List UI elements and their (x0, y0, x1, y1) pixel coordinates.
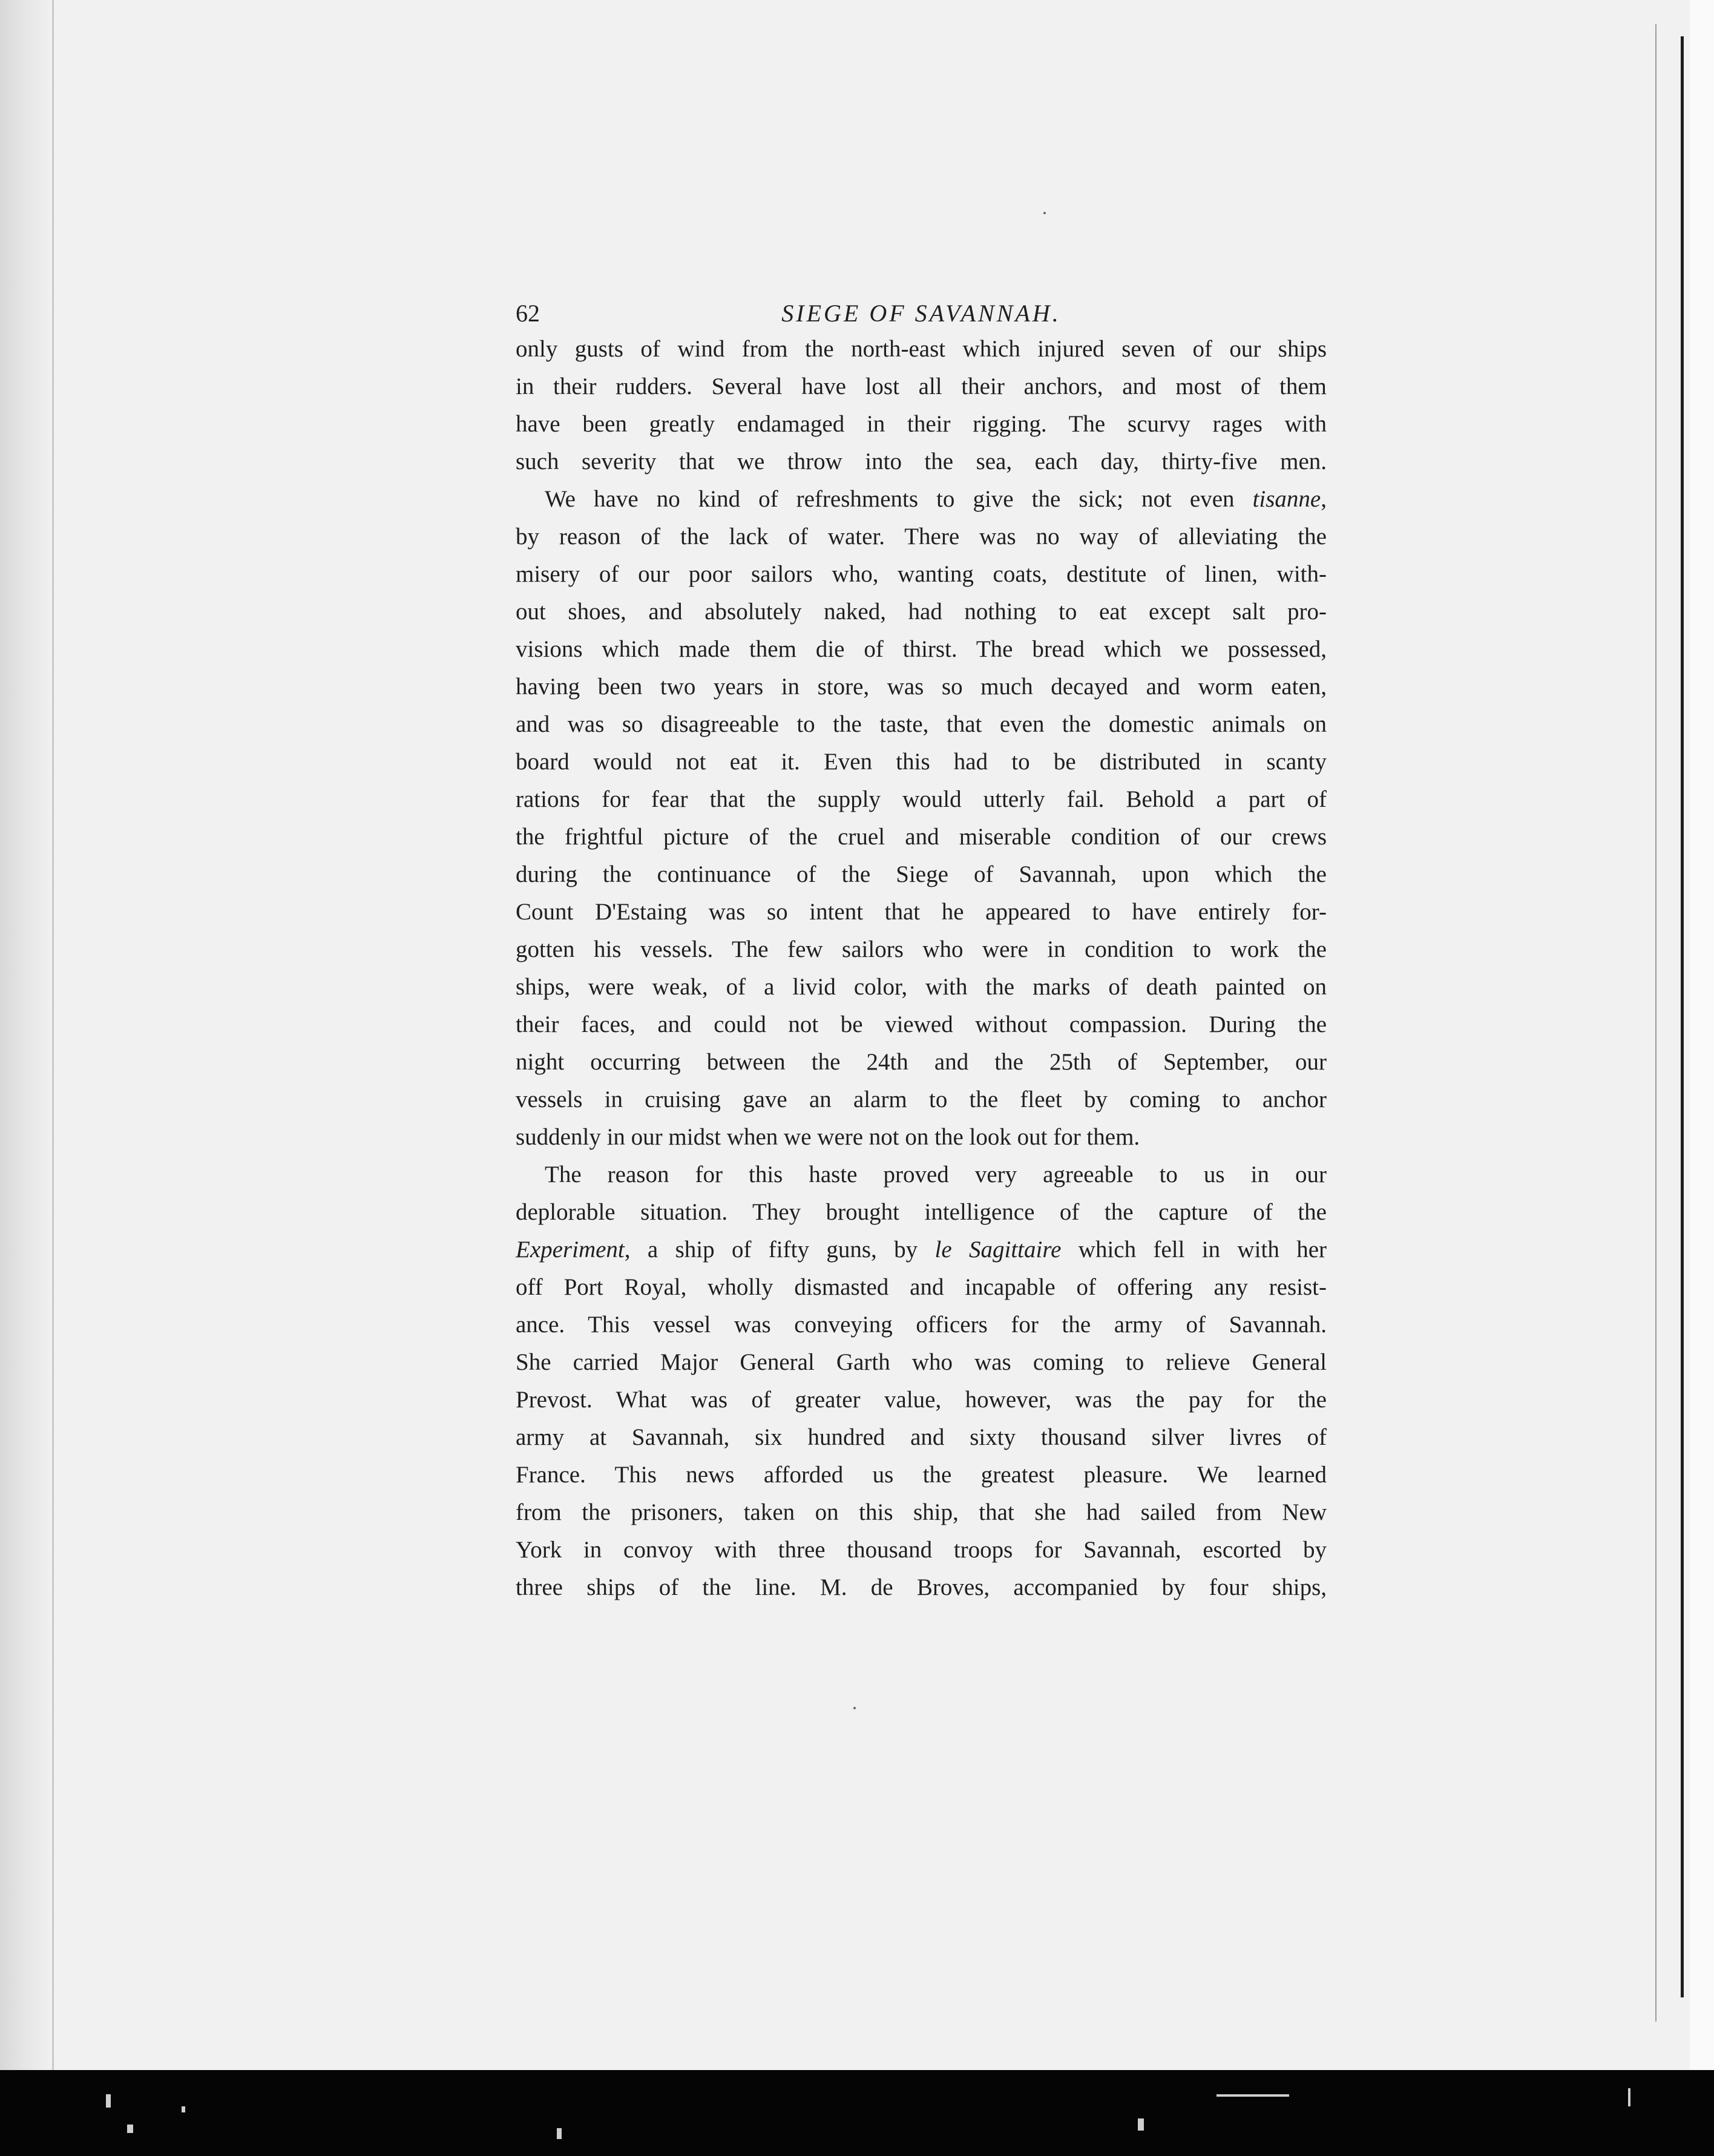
text-segment: such severity that we throw into the sea, each day, thirty-five men. (516, 449, 1327, 475)
text-segment: Count D'Estaing was so intent that he appeared to have entirely for- (516, 899, 1327, 925)
scan-artifact (1138, 2118, 1144, 2131)
text-segment: only gusts of wind from the north-east which injured seven of our ships (516, 336, 1327, 362)
italic-text: le Sagittaire (934, 1237, 1062, 1263)
text-segment: off Port Royal, wholly dismasted and incapable of offering any resist- (516, 1274, 1327, 1300)
text-segment: She carried Major General Garth who was coming to relieve General (516, 1349, 1327, 1375)
text-segment: vessels in cruising gave an alarm to the fleet by coming to anchor (516, 1086, 1327, 1113)
text-segment: York in convoy with three thousand troops for Savannah, escorted by (516, 1537, 1327, 1563)
text-segment: from the prisoners, taken on this ship, that she had sailed from New (516, 1499, 1327, 1525)
text-line (516, 893, 1327, 931)
right-page-edge-line (1681, 36, 1684, 1997)
text-segment: which fell in with her (1061, 1237, 1327, 1263)
page-number: 62 (516, 300, 540, 327)
scan-artifact (1628, 2088, 1630, 2106)
text-line (516, 931, 1327, 968)
text-segment: three ships of the line. M. de Broves, accompanied by four ships, (516, 1574, 1327, 1600)
text-line (516, 556, 1327, 593)
text-line (516, 1531, 1327, 1569)
text-line (516, 1231, 1327, 1269)
text-line (516, 368, 1327, 406)
text-line (516, 1006, 1327, 1043)
text-line (516, 1119, 1327, 1156)
italic-text: Experiment (516, 1237, 625, 1263)
text-segment: gotten his vessels. The few sailors who were in condition to work the (516, 936, 1327, 962)
text-segment: night occurring between the 24th and the 25th of September, our (516, 1049, 1327, 1075)
text-segment: their faces, and could not be viewed without compassion. During the (516, 1011, 1327, 1037)
text-line (516, 856, 1327, 893)
binding-edge-line (52, 0, 54, 2070)
text-line (516, 1494, 1327, 1531)
text-segment: We have no kind of refreshments to give the sick; not even (545, 486, 1253, 512)
running-title: SIEGE OF SAVANNAH. (781, 300, 1061, 327)
dust-speck (853, 1707, 856, 1709)
text-segment: deplorable situation. They brought intelligence of the capture of the (516, 1199, 1327, 1225)
text-segment: ships, were weak, of a livid color, with the marks of death painted on (516, 974, 1327, 1000)
italic-text: tisanne (1252, 486, 1321, 512)
text-segment: during the continuance of the Siege of Savannah, upon which the (516, 861, 1327, 887)
text-line (516, 743, 1327, 781)
binding-edge-shadow (0, 0, 50, 2070)
text-line (516, 1194, 1327, 1231)
text-segment: France. This news afforded us the greatest pleasure. We learned (516, 1462, 1327, 1488)
right-page-edge (1690, 0, 1714, 2070)
text-segment: suddenly in our midst when we were not on the look out for them. (516, 1124, 1140, 1150)
text-line (516, 593, 1327, 631)
text-segment: the frightful picture of the cruel and miserable condition of our crews (516, 824, 1327, 850)
text-segment: rations for fear that the supply would utterly fail. Behold a part of (516, 786, 1327, 812)
text-segment: visions which made them die of thirst. The bread which we possessed, (516, 636, 1327, 662)
text-line (516, 968, 1327, 1006)
text-line (516, 1419, 1327, 1456)
scanner-bottom-border (0, 2070, 1714, 2156)
body-text (516, 330, 1327, 1606)
text-line (516, 443, 1327, 481)
text-segment: misery of our poor sailors who, wanting coats, destitute of linen, with- (516, 561, 1327, 587)
text-line (516, 818, 1327, 856)
running-head (516, 297, 1327, 330)
text-segment: board would not eat it. Even this had to be distributed in scanty (516, 749, 1327, 775)
text-line (516, 1081, 1327, 1119)
text-line (516, 1306, 1327, 1344)
text-segment: , (1321, 486, 1327, 512)
text-line (516, 1156, 1327, 1194)
right-margin-faint-line (1655, 24, 1657, 2022)
text-segment: and was so disagreeable to the taste, that even the domestic animals on (516, 711, 1327, 737)
text-line (516, 1269, 1327, 1306)
text-line (516, 1043, 1327, 1081)
scan-artifact (182, 2106, 185, 2112)
text-line (516, 706, 1327, 743)
text-segment: out shoes, and absolutely naked, had nothing to eat except salt pro- (516, 599, 1327, 625)
text-segment: army at Savannah, six hundred and sixty thousand silver livres of (516, 1424, 1327, 1450)
scan-artifact (1217, 2094, 1289, 2097)
text-line (516, 518, 1327, 556)
scan-artifact (106, 2094, 111, 2108)
text-segment: The reason for this haste proved very agreeable to us in our (545, 1162, 1327, 1188)
text-segment: have been greatly endamaged in their rigging. The scurvy rages with (516, 411, 1327, 437)
scan-artifact (127, 2125, 133, 2133)
text-line (516, 668, 1327, 706)
text-line (516, 1344, 1327, 1381)
text-line (516, 330, 1327, 368)
text-segment: by reason of the lack of water. There was no way of alleviating the (516, 524, 1327, 550)
text-line (516, 481, 1327, 518)
text-segment: Prevost. What was of greater value, however, was the pay for the (516, 1387, 1327, 1413)
book-page (516, 297, 1327, 1606)
dust-speck (1043, 212, 1046, 214)
text-line (516, 1456, 1327, 1494)
text-line (516, 1569, 1327, 1606)
text-segment: in their rudders. Several have lost all their anchors, and most of them (516, 373, 1327, 399)
text-line (516, 1381, 1327, 1419)
text-segment: having been two years in store, was so much decayed and worm eaten, (516, 674, 1327, 700)
text-line (516, 781, 1327, 818)
text-segment: , a ship of fifty guns, by (624, 1237, 935, 1263)
text-line (516, 406, 1327, 443)
text-line (516, 631, 1327, 668)
text-segment: ance. This vessel was conveying officers for the army of Savannah. (516, 1312, 1327, 1338)
scan-artifact (557, 2128, 562, 2139)
